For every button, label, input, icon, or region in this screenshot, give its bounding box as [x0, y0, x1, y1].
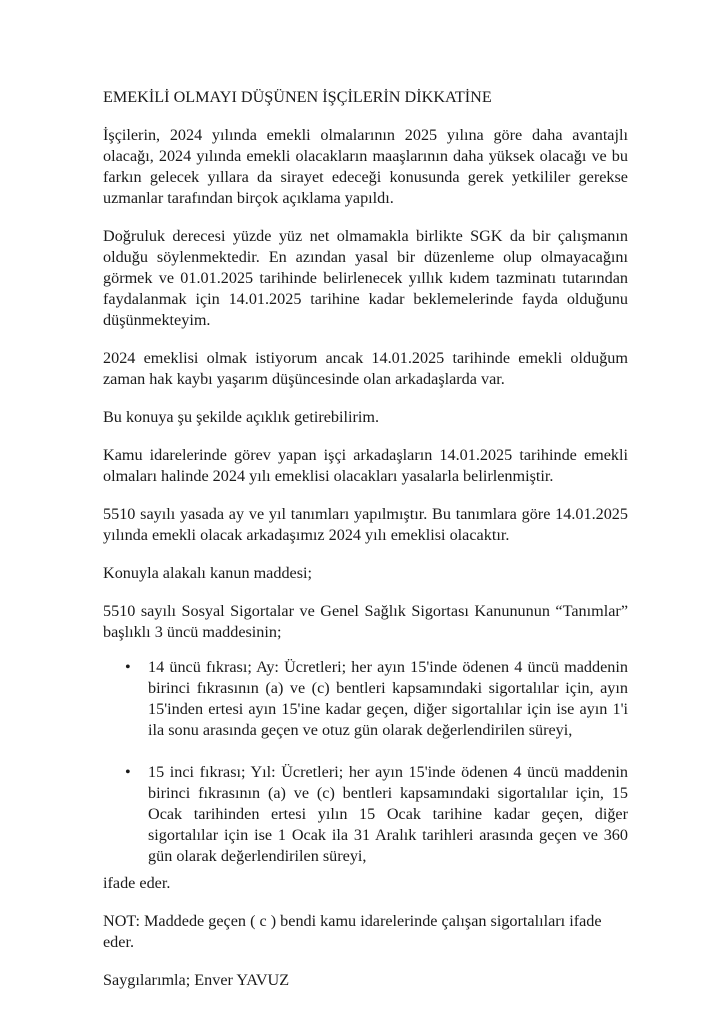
paragraph-related-article: Konuyla alakalı kanun maddesi;	[103, 564, 313, 582]
list-item-month-definition	[103, 657, 628, 741]
document-page	[103, 87, 628, 1008]
list-item-text: 14 üncü fıkrası; Ay: Ücretleri; her ayın 15'inde ödenen 4 üncü maddenin birinci fıkrasının (a) ve (c) bentleri kapsamındaki sigortalılar için, ayın 15'inden ertesi ayın 15'ine kadar geçen, diğer sigortalılar için ise ayın 1'i ila sonu arasında geçen ve otuz gün olarak değerlendirilen süreyi,	[148, 658, 628, 739]
note-text: NOT: Maddede geçen ( c ) bendi kamu idarelerinde çalışan sigortalıları ifade eder.	[103, 912, 602, 951]
bullet-icon: •	[125, 658, 131, 676]
bullet-icon: •	[125, 763, 131, 781]
paragraph-after-list: ifade eder.	[103, 874, 171, 892]
paragraph-concern: 2024 emeklisi olmak istiyorum ancak 14.01.2025 tarihinde emekli olduğum zaman hak kaybı yaşarım düşüncesinde olan arkadaşlarda var.	[103, 349, 628, 388]
paragraph-law-5510: 5510 sayılı Sosyal Sigortalar ve Genel Sağlık Sigortası Kanununun “Tanımlar” başlıklı 3 üncü maddesinin;	[103, 602, 628, 641]
paragraph-sgk-study: Doğruluk derecesi yüzde yüz net olmamakla birlikte SGK da bir çalışmanın olduğu söylenmektedir. En azından yasal bir düzenleme olup olmayacağını görmek ve 01.01.2025 tarihinde belirlenecek yıllık kıdem tazminatı tutarından faydalanmak için 14.01.2025 tarihine kadar beklemelerinde fayda olduğunu düşünmekteyim.	[103, 227, 628, 329]
paragraph-clarify: Bu konuya şu şekilde açıklık getirebilirim.	[103, 408, 380, 426]
paragraph-law-definitions: 5510 sayılı yasada ay ve yıl tanımları yapılmıştır. Bu tanımlara göre 14.01.2025 yılında emekli olacak arkadaşımız 2024 yılı emeklisi olacaktır.	[103, 505, 628, 544]
list-item-year-definition	[103, 762, 628, 867]
list-item-text: 15 inci fıkrası; Yıl: Ücretleri; her ayın 15'inde ödenen 4 üncü maddenin birinci fıkrasının (a) ve (c) bentleri kapsamındaki sigortalılar için, 15 Ocak tarihinden ertesi yılın 15 Ocak tarihine kadar geçen, diğer sigortalılar için ise 1 Ocak ila 31 Aralık tarihleri arasında geçen ve 360 gün olarak değerlendirilen süreyi,	[148, 763, 628, 865]
definitions-list	[103, 657, 628, 867]
paragraph-public-workers: Kamu idarelerinde görev yapan işçi arkadaşların 14.01.2025 tarihinde emekli olmaları halinde 2024 yılı emeklisi olacakları yasalarla belirlenmiştir.	[103, 446, 628, 485]
paragraph-intro: İşçilerin, 2024 yılında emekli olmalarının 2025 yılına göre daha avantajlı olacağı, 2024 yılında emekli olacakların maaşlarının daha yüksek olacağı ve bu farkın gelecek yıllara da sirayet edeceği konusunda gerek yetkililer gerekse uzmanlar tarafından birçok açıklama yapıldı.	[103, 126, 628, 207]
document-title: EMEKİLİ OLMAYI DÜŞÜNEN İŞÇİLERİN DİKKATİNE	[103, 88, 492, 106]
signature: Saygılarımla; Enver YAVUZ	[103, 971, 290, 989]
